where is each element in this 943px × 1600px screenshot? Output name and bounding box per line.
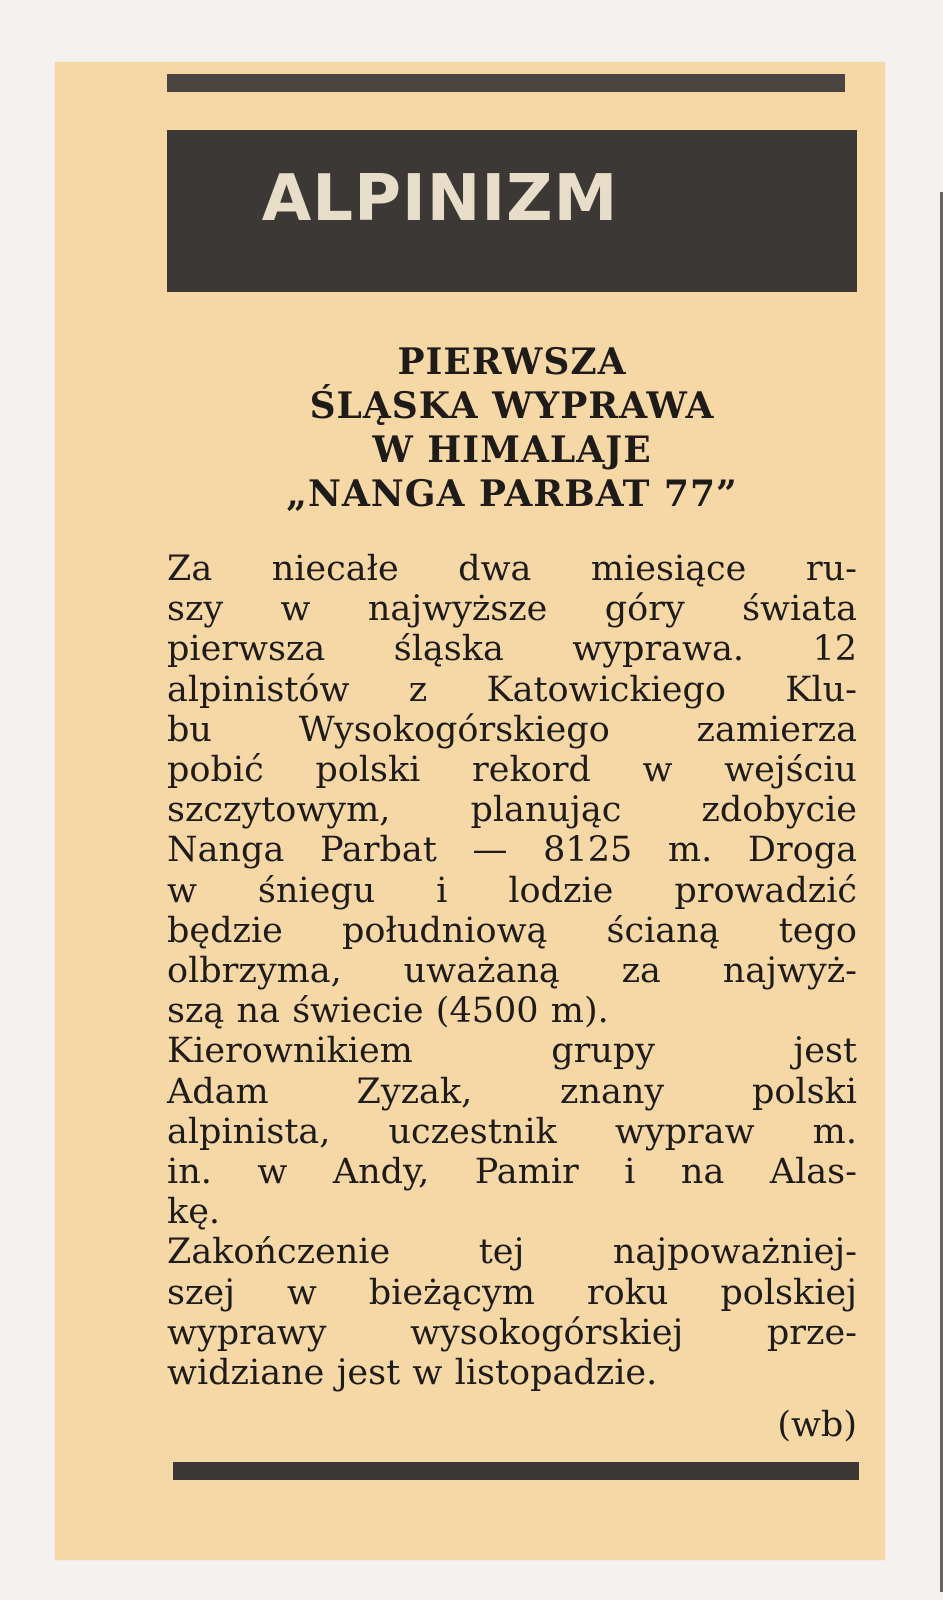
body-line — [167, 1031, 857, 1071]
body-word: pierwsza — [167, 629, 326, 670]
section-banner-title: ALPINIZM — [261, 162, 619, 236]
body-word: grupy — [551, 1031, 656, 1072]
author-signature: (wb) — [777, 1405, 857, 1445]
body-line — [167, 670, 857, 710]
body-word: pobić — [167, 750, 264, 791]
body-word: polski — [751, 1071, 857, 1112]
body-line — [167, 790, 857, 830]
body-word: śląska — [393, 629, 504, 670]
body-word: uczestnik — [388, 1111, 557, 1152]
body-line — [167, 1273, 857, 1313]
body-word: roku — [586, 1272, 669, 1313]
body-word: m). — [550, 991, 609, 1032]
body-word: i — [624, 1152, 636, 1193]
top-rule — [167, 74, 845, 92]
body-word: Nanga — [167, 830, 285, 871]
body-word: wyprawy — [167, 1312, 327, 1353]
body-word: — — [472, 830, 508, 871]
body-word: prze- — [766, 1312, 857, 1353]
body-word: ścianą — [606, 910, 720, 951]
body-word: w — [167, 870, 197, 911]
body-word: i — [436, 870, 448, 911]
body-word: dwa — [458, 549, 532, 589]
body-word: prowadzić — [674, 870, 857, 911]
body-word: bieżącym — [368, 1272, 535, 1313]
body-word: szczytowym, — [167, 790, 391, 831]
body-word: Za — [167, 549, 213, 589]
body-word: Pamir — [474, 1152, 579, 1193]
body-word: listopadzie. — [454, 1353, 658, 1394]
body-line — [167, 1192, 857, 1232]
body-word: najwyższe — [367, 589, 548, 630]
body-word: zamierza — [696, 709, 857, 750]
body-word: tego — [778, 910, 857, 951]
body-word: szy — [167, 589, 224, 630]
body-line — [167, 1112, 857, 1152]
body-word: południową — [342, 910, 548, 951]
body-word: 8125 — [543, 830, 633, 871]
body-word: Zakończenie — [167, 1232, 391, 1273]
body-word: Zyzak, — [356, 1071, 473, 1112]
body-word: kę. — [167, 1192, 221, 1233]
article-headline — [167, 340, 857, 516]
body-word: polskiej — [720, 1272, 857, 1313]
body-word: śniegu — [257, 870, 376, 911]
body-line — [167, 830, 857, 870]
body-word: góry — [604, 589, 685, 630]
body-word: planując — [470, 790, 622, 831]
body-word: in. — [167, 1152, 212, 1193]
body-word: olbrzyma, — [167, 951, 342, 992]
body-word: polski — [315, 750, 421, 791]
body-line — [167, 1152, 857, 1192]
body-line — [167, 911, 857, 951]
body-word: 12 — [812, 629, 857, 670]
body-line — [167, 629, 857, 669]
body-word: z — [408, 669, 428, 710]
body-word: jest — [336, 1353, 401, 1394]
newspaper-clipping — [55, 62, 885, 1560]
body-word: w — [286, 1272, 317, 1313]
body-word: Wysokogórskiego — [298, 709, 610, 750]
body-word: wypraw — [614, 1111, 755, 1152]
body-word: wyprawa. — [572, 629, 744, 670]
body-line — [167, 750, 857, 790]
headline-line: ŚLĄSKA WYPRAWA — [309, 385, 715, 427]
body-word: alpinistów — [167, 669, 350, 710]
body-word: w — [642, 750, 673, 791]
body-word: m. — [667, 830, 713, 871]
body-word: w — [280, 589, 311, 630]
body-word: miesiące — [590, 549, 747, 589]
body-word: za — [621, 951, 661, 992]
body-word: świecie — [292, 991, 424, 1032]
body-word: wejściu — [724, 750, 857, 791]
article-body — [167, 549, 857, 1393]
body-word: Katowickiego — [486, 669, 726, 710]
headline-line: „NANGA PARBAT 77” — [286, 473, 738, 515]
body-word: Parbat — [319, 830, 437, 871]
body-line — [167, 549, 857, 589]
body-word: na — [236, 991, 280, 1032]
body-line — [167, 1313, 857, 1353]
body-word: jest — [793, 1031, 857, 1072]
body-word: m. — [812, 1111, 857, 1152]
body-word: tej — [478, 1232, 525, 1273]
body-line — [167, 1353, 857, 1393]
section-banner — [167, 130, 857, 292]
body-word: niecałe — [271, 549, 399, 589]
body-word: Alas- — [769, 1152, 857, 1193]
body-word: najwyż- — [722, 951, 857, 992]
body-line — [167, 710, 857, 750]
body-word: widziane — [167, 1353, 325, 1394]
body-word: najpoważniej- — [612, 1232, 857, 1273]
body-word: (4500 — [435, 991, 539, 1032]
bottom-rule — [173, 1462, 859, 1480]
body-word: lodzie — [508, 870, 614, 911]
body-word: będzie — [167, 910, 283, 951]
headline-line: W HIMALAJE — [372, 429, 652, 471]
body-word: w — [412, 1353, 443, 1394]
body-word: alpinista, — [167, 1111, 331, 1152]
body-word: Kierownikiem — [167, 1031, 413, 1072]
body-word: Andy, — [332, 1152, 430, 1193]
body-word: Klu- — [785, 669, 857, 710]
body-word: świata — [742, 589, 857, 630]
body-word: zdobycie — [701, 790, 857, 831]
body-word: szą — [167, 991, 225, 1032]
body-word: szej — [167, 1272, 235, 1313]
body-line — [167, 589, 857, 629]
body-word: uważaną — [403, 951, 560, 992]
body-line — [167, 871, 857, 911]
body-line — [167, 1072, 857, 1112]
body-word: bu — [167, 709, 212, 750]
body-word: w — [257, 1152, 288, 1193]
body-line — [167, 991, 857, 1031]
body-word: na — [680, 1152, 725, 1193]
body-word: Droga — [747, 830, 857, 871]
body-word: rekord — [472, 750, 591, 791]
body-word: ru- — [805, 549, 857, 589]
body-word: Adam — [167, 1071, 269, 1112]
headline-line: PIERWSZA — [397, 341, 627, 383]
body-line — [167, 951, 857, 991]
body-line — [167, 1232, 857, 1272]
body-word: wysokogórskiej — [410, 1312, 684, 1353]
body-word: znany — [560, 1071, 665, 1112]
